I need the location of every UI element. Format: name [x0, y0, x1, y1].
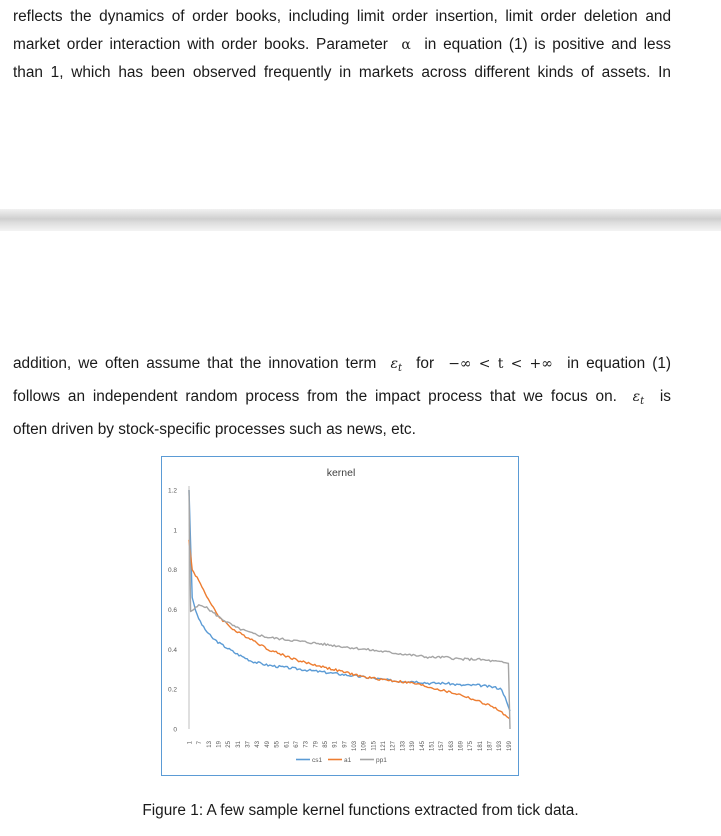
- kernel-chart: [161, 456, 519, 776]
- legend-label-pp1: pp1: [376, 757, 387, 764]
- subscript-t: t: [640, 396, 645, 407]
- text-segment: in equation (1) is positive and less: [424, 36, 671, 53]
- range-expression: −∞ < t < +∞: [448, 356, 553, 372]
- alpha-symbol: α: [401, 37, 411, 53]
- x-tick-label: 67: [293, 741, 300, 748]
- x-tick-label: 121: [381, 741, 388, 752]
- text-segment: in equation (1): [567, 355, 671, 372]
- epsilon-char: ε: [632, 389, 641, 405]
- text-line: [13, 383, 671, 416]
- x-tick-label: 19: [216, 741, 223, 748]
- x-tick-label: 151: [429, 741, 436, 752]
- text-line: [13, 31, 671, 59]
- y-tick-label: 1.2: [167, 487, 177, 495]
- x-tick-label: 193: [497, 741, 504, 752]
- y-tick-label: 0: [173, 726, 177, 734]
- x-tick-label: 97: [342, 741, 349, 748]
- x-tick-label: 187: [487, 741, 494, 752]
- paragraph-bottom: [13, 350, 671, 444]
- x-tick-label: 61: [284, 741, 291, 748]
- x-tick-label: 79: [313, 741, 320, 748]
- series-line-cs1: [189, 490, 510, 711]
- x-tick-label: 73: [303, 741, 310, 748]
- page-break: [0, 209, 721, 231]
- text-segment: follows an independent random process from the impact process that we focus on.: [13, 388, 617, 405]
- subscript-t: t: [397, 363, 402, 374]
- epsilon-symbol: [390, 356, 402, 372]
- x-tick-label: 43: [255, 741, 262, 748]
- paragraph-top: [13, 3, 671, 87]
- y-tick-label: 1: [173, 527, 177, 535]
- chart-title: kernel: [326, 467, 356, 479]
- text-line: often driven by stock-specific processes such as news, etc.: [13, 421, 416, 438]
- x-tick-label: 25: [226, 741, 233, 748]
- x-tick-label: 115: [371, 741, 378, 751]
- x-tick-label: 37: [245, 741, 252, 748]
- x-tick-label: 91: [332, 741, 339, 748]
- text-line: than 1, which has been observed frequently in markets across different kinds of assets. In: [13, 64, 671, 81]
- y-tick-label: 0.4: [167, 646, 177, 654]
- x-tick-label: 7: [197, 741, 204, 745]
- x-tick-label: 133: [400, 741, 407, 752]
- x-tick-label: 199: [506, 741, 513, 752]
- epsilon-char: ε: [390, 356, 398, 372]
- epsilon-symbol: [633, 389, 645, 405]
- x-tick-label: 49: [264, 741, 271, 748]
- x-tick-label: 127: [390, 741, 397, 752]
- text-line: [13, 350, 671, 383]
- legend-label-cs1: cs1: [312, 757, 323, 764]
- text-segment: is: [659, 388, 671, 405]
- x-tick-label: 31: [235, 741, 242, 748]
- text-segment: for: [416, 355, 435, 372]
- series-line-pp1: [189, 490, 510, 729]
- text-segment: market order interaction with order books. Parameter: [13, 36, 388, 53]
- series-line-a1: [189, 540, 510, 719]
- y-tick-label: 0.8: [167, 567, 177, 575]
- x-tick-label: 1: [187, 741, 194, 745]
- x-tick-label: 139: [410, 741, 417, 752]
- chart-canvas: [162, 457, 520, 777]
- y-tick-label: 0.6: [167, 607, 177, 614]
- x-tick-label: 181: [477, 741, 484, 752]
- x-tick-label: 163: [448, 741, 455, 752]
- x-tick-label: 109: [361, 741, 368, 752]
- x-tick-label: 85: [322, 741, 329, 748]
- figure-caption: Figure 1: A few sample kernel functions extracted from tick data.: [142, 802, 579, 819]
- x-tick-label: 13: [206, 741, 213, 748]
- x-tick-label: 175: [468, 741, 475, 752]
- x-tick-label: 103: [352, 741, 359, 752]
- x-tick-label: 169: [458, 741, 465, 752]
- legend-label-a1: a1: [344, 757, 352, 764]
- y-tick-label: 0.2: [167, 686, 177, 694]
- x-tick-label: 55: [274, 741, 281, 748]
- x-tick-label: 157: [439, 741, 446, 752]
- text-line: reflects the dynamics of order books, including limit order insertion, limit order deletion and: [13, 8, 671, 25]
- x-tick-label: 145: [419, 741, 426, 752]
- text-segment: addition, we often assume that the innovation term: [13, 355, 377, 372]
